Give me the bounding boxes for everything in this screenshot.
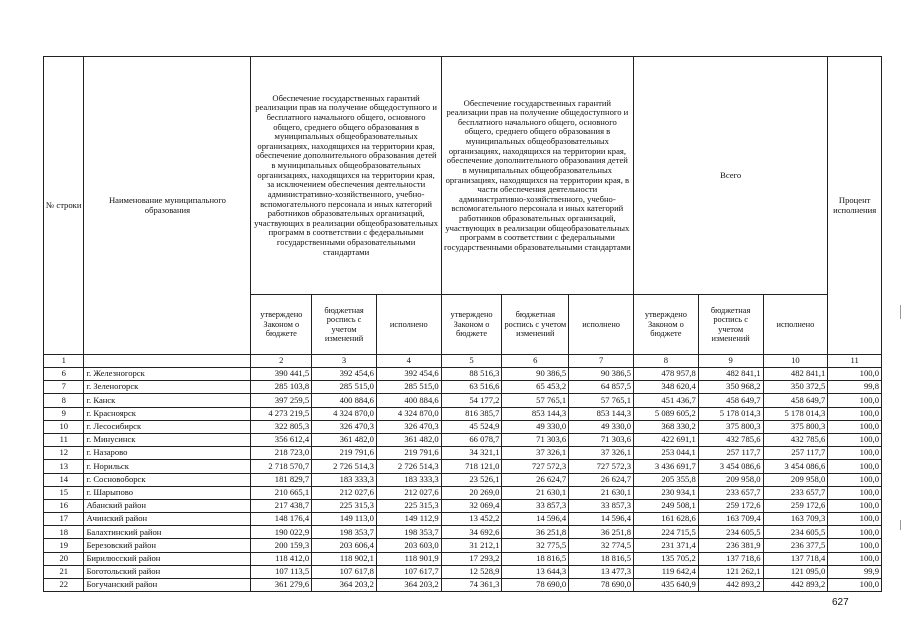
- percent-cell: 100,0: [828, 460, 882, 473]
- total-budget-cell: 458 649,7: [698, 394, 763, 407]
- executed-cell: 400 884,6: [376, 394, 441, 407]
- percent-cell: 100,0: [828, 526, 882, 539]
- approved-cell: 322 805,3: [251, 420, 312, 433]
- municipality-name: Боготольский район: [84, 565, 251, 578]
- total-executed-cell: 482 841,1: [763, 368, 828, 381]
- budget-cell: 212 027,6: [312, 486, 377, 499]
- executed-cell: 285 515,0: [376, 381, 441, 394]
- municipality-name: Балахтинский район: [84, 526, 251, 539]
- budget-cell: 32 775,5: [502, 539, 569, 552]
- total-executed-cell: 163 709,3: [763, 513, 828, 526]
- column-number: 8: [633, 355, 698, 368]
- executed-cell: 33 857,3: [569, 499, 634, 512]
- total-budget-cell: 121 262,1: [698, 565, 763, 578]
- total-budget-cell: 163 709,4: [698, 513, 763, 526]
- table-row: [44, 513, 882, 526]
- total-executed-cell: 209 958,0: [763, 473, 828, 486]
- approved-cell: 54 177,2: [441, 394, 502, 407]
- budget-cell: 361 482,0: [312, 433, 377, 446]
- row-number: 11: [44, 433, 84, 446]
- executed-cell: 364 203,2: [376, 579, 441, 592]
- total-budget-cell: 482 841,1: [698, 368, 763, 381]
- municipality-name: Абанский район: [84, 499, 251, 512]
- total-approved-cell: 422 691,1: [633, 433, 698, 446]
- budget-cell: 14 596,4: [502, 513, 569, 526]
- table-row: [44, 539, 882, 552]
- approved-cell: 356 612,4: [251, 433, 312, 446]
- municipality-name: г. Железногорск: [84, 368, 251, 381]
- total-executed-cell: 259 172,6: [763, 499, 828, 512]
- executed-cell: 392 454,6: [376, 368, 441, 381]
- approved-cell: 32 069,4: [441, 499, 502, 512]
- row-number: 10: [44, 420, 84, 433]
- column-number: 6: [502, 355, 569, 368]
- percent-cell: 100,0: [828, 579, 882, 592]
- budget-cell: 198 353,7: [312, 526, 377, 539]
- budget-cell: 107 617,8: [312, 565, 377, 578]
- scan-edge-mark: [900, 520, 901, 530]
- column-number: 7: [569, 355, 634, 368]
- approved-cell: 200 159,3: [251, 539, 312, 552]
- budget-cell: 727 572,3: [502, 460, 569, 473]
- total-approved-cell: 135 705,2: [633, 552, 698, 565]
- budget-cell: 2 726 514,3: [312, 460, 377, 473]
- column-number: 11: [828, 355, 882, 368]
- table-row: [44, 381, 882, 394]
- municipality-name: Ачинский район: [84, 513, 251, 526]
- percent-cell: 100,0: [828, 447, 882, 460]
- total-budget-cell: 137 718,6: [698, 552, 763, 565]
- approved-cell: 23 526,1: [441, 473, 502, 486]
- total-approved-cell: 348 620,4: [633, 381, 698, 394]
- budget-cell: 36 251,8: [502, 526, 569, 539]
- row-number: 6: [44, 368, 84, 381]
- subheader-budget: бюджетная роспись с учетом изменений: [502, 295, 569, 355]
- column-number: 3: [312, 355, 377, 368]
- executed-cell: 219 791,6: [376, 447, 441, 460]
- row-number: 7: [44, 381, 84, 394]
- total-approved-cell: 119 642,4: [633, 565, 698, 578]
- percent-cell: 100,0: [828, 513, 882, 526]
- row-number: 20: [44, 552, 84, 565]
- budget-cell: 18 816,5: [502, 552, 569, 565]
- total-executed-cell: 3 454 086,6: [763, 460, 828, 473]
- percent-cell: 100,0: [828, 407, 882, 420]
- budget-cell: 203 606,4: [312, 539, 377, 552]
- approved-cell: 285 103,8: [251, 381, 312, 394]
- executed-cell: 118 901,9: [376, 552, 441, 565]
- total-executed-cell: 432 785,6: [763, 433, 828, 446]
- total-budget-cell: 375 800,3: [698, 420, 763, 433]
- executed-cell: 183 333,3: [376, 473, 441, 486]
- approved-cell: 148 176,4: [251, 513, 312, 526]
- budget-cell: 90 386,5: [502, 368, 569, 381]
- approved-cell: 4 273 219,5: [251, 407, 312, 420]
- budget-cell: 183 333,3: [312, 473, 377, 486]
- executed-cell: 4 324 870,0: [376, 407, 441, 420]
- approved-cell: 20 269,0: [441, 486, 502, 499]
- total-budget-cell: 350 968,2: [698, 381, 763, 394]
- table-row: [44, 526, 882, 539]
- executed-cell: 149 112,9: [376, 513, 441, 526]
- approved-cell: 34 321,1: [441, 447, 502, 460]
- percent-cell: 100,0: [828, 486, 882, 499]
- budget-cell: 37 326,1: [502, 447, 569, 460]
- percent-cell: 100,0: [828, 552, 882, 565]
- budget-cell: 853 144,3: [502, 407, 569, 420]
- table-body: [44, 368, 882, 592]
- total-executed-cell: 137 718,4: [763, 552, 828, 565]
- column-number: 9: [698, 355, 763, 368]
- budget-cell: 65 453,2: [502, 381, 569, 394]
- row-number: 13: [44, 460, 84, 473]
- total-budget-cell: 234 605,5: [698, 526, 763, 539]
- row-number: 22: [44, 579, 84, 592]
- approved-cell: 181 829,7: [251, 473, 312, 486]
- total-executed-cell: 458 649,7: [763, 394, 828, 407]
- table-row: [44, 473, 882, 486]
- approved-cell: 13 452,2: [441, 513, 502, 526]
- executed-cell: 64 857,5: [569, 381, 634, 394]
- municipality-name: Бирилюсский район: [84, 552, 251, 565]
- executed-cell: 78 690,0: [569, 579, 634, 592]
- total-executed-cell: 234 605,5: [763, 526, 828, 539]
- row-number: 17: [44, 513, 84, 526]
- page-number: 627: [832, 597, 849, 608]
- subheader-approved: утверждено Законом о бюджете: [251, 295, 312, 355]
- executed-cell: 71 303,6: [569, 433, 634, 446]
- column-number: 4: [376, 355, 441, 368]
- table-row: [44, 447, 882, 460]
- row-number: 9: [44, 407, 84, 420]
- budget-cell: 33 857,3: [502, 499, 569, 512]
- budget-cell: 149 113,0: [312, 513, 377, 526]
- executed-cell: 26 624,7: [569, 473, 634, 486]
- approved-cell: 31 212,1: [441, 539, 502, 552]
- column-number-row: [44, 355, 882, 368]
- header-row-no: № строки: [44, 57, 84, 355]
- approved-cell: 118 412,0: [251, 552, 312, 565]
- row-number: 19: [44, 539, 84, 552]
- budget-cell: 285 515,0: [312, 381, 377, 394]
- budget-cell: 118 902,1: [312, 552, 377, 565]
- executed-cell: 107 617,7: [376, 565, 441, 578]
- header-group-2: Обеспечение государственных гарантий реализации прав на получение общедоступного и бесплатного начального общего, основного общего, среднего общего образования в муниципальных общеобразовательных организациях, находящихся на территории края, обеспечение дополнительного образования детей в муниципальных общеобразовательных организациях, находящихся на территории края, в части обеспечения деятельности административно-хозяйственного, учебно-вспомогательного персонала и иных категорий работников образовательных организаций, участвующих в реализации общеобразовательных программ в соответствии с федеральными государственными образовательными стандартами: [441, 57, 633, 295]
- executed-cell: 326 470,3: [376, 420, 441, 433]
- executed-cell: 32 774,5: [569, 539, 634, 552]
- table-row: [44, 368, 882, 381]
- row-number: 16: [44, 499, 84, 512]
- approved-cell: 217 438,7: [251, 499, 312, 512]
- municipality-name: г. Канск: [84, 394, 251, 407]
- budget-cell: 364 203,2: [312, 579, 377, 592]
- municipality-name: г. Зеленогорск: [84, 381, 251, 394]
- budget-cell: 21 630,1: [502, 486, 569, 499]
- subheader-budget: бюджетная роспись с учетом изменений: [312, 295, 377, 355]
- total-executed-cell: 233 657,7: [763, 486, 828, 499]
- row-number: 14: [44, 473, 84, 486]
- table-row: [44, 579, 882, 592]
- column-number: 2: [251, 355, 312, 368]
- executed-cell: 36 251,8: [569, 526, 634, 539]
- executed-cell: 57 765,1: [569, 394, 634, 407]
- municipality-name: г. Назарово: [84, 447, 251, 460]
- total-budget-cell: 209 958,0: [698, 473, 763, 486]
- table-row: [44, 552, 882, 565]
- municipality-name: г. Шарыпово: [84, 486, 251, 499]
- total-budget-cell: 233 657,7: [698, 486, 763, 499]
- executed-cell: 2 726 514,3: [376, 460, 441, 473]
- total-budget-cell: 432 785,6: [698, 433, 763, 446]
- total-executed-cell: 257 117,7: [763, 447, 828, 460]
- executed-cell: 21 630,1: [569, 486, 634, 499]
- municipality-name: г. Норильск: [84, 460, 251, 473]
- budget-cell: 26 624,7: [502, 473, 569, 486]
- total-approved-cell: 3 436 691,7: [633, 460, 698, 473]
- header-group-total: Всего: [633, 57, 827, 295]
- total-approved-cell: 435 640,9: [633, 579, 698, 592]
- column-number: 1: [44, 355, 84, 368]
- total-approved-cell: 231 371,4: [633, 539, 698, 552]
- municipality-name: Березовский район: [84, 539, 251, 552]
- approved-cell: 74 361,3: [441, 579, 502, 592]
- table-row: [44, 394, 882, 407]
- table-row: [44, 460, 882, 473]
- table-row: [44, 499, 882, 512]
- total-approved-cell: 230 934,1: [633, 486, 698, 499]
- total-executed-cell: 442 893,2: [763, 579, 828, 592]
- executed-cell: 361 482,0: [376, 433, 441, 446]
- subheader-approved: утверждено Законом о бюджете: [441, 295, 502, 355]
- budget-cell: 78 690,0: [502, 579, 569, 592]
- total-approved-cell: 368 330,2: [633, 420, 698, 433]
- table-row: [44, 433, 882, 446]
- executed-cell: 198 353,7: [376, 526, 441, 539]
- approved-cell: 34 692,6: [441, 526, 502, 539]
- row-number: 12: [44, 447, 84, 460]
- table-row: [44, 420, 882, 433]
- total-executed-cell: 121 095,0: [763, 565, 828, 578]
- total-executed-cell: 350 372,5: [763, 381, 828, 394]
- approved-cell: 107 113,5: [251, 565, 312, 578]
- budget-cell: 392 454,6: [312, 368, 377, 381]
- total-approved-cell: 478 957,8: [633, 368, 698, 381]
- total-executed-cell: 375 800,3: [763, 420, 828, 433]
- total-budget-cell: 5 178 014,3: [698, 407, 763, 420]
- total-executed-cell: 5 178 014,3: [763, 407, 828, 420]
- executed-cell: 727 572,3: [569, 460, 634, 473]
- approved-cell: 397 259,5: [251, 394, 312, 407]
- executed-cell: 90 386,5: [569, 368, 634, 381]
- total-budget-cell: 257 117,7: [698, 447, 763, 460]
- executed-cell: 18 816,5: [569, 552, 634, 565]
- header-percent: Процент исполнения: [828, 57, 882, 355]
- header-group-1: Обеспечение государственных гарантий реализации прав на получение общедоступного и бесплатного начального общего, основного общего, среднего общего образования в муниципальных общеобразовательных организациях, находящихся на территории края, обеспечение дополнительного образования детей в муниципальных общеобразовательных организациях, находящихся на территории края, за исключением обеспечения деятельности административно-хозяйственного, учебно-вспомогательного персонала и иных категорий работников образовательных организаций, участвующих в реализации общеобразовательных программ в соответствии с федеральными государственными образовательными стандартами: [251, 57, 441, 295]
- approved-cell: 361 279,6: [251, 579, 312, 592]
- approved-cell: 218 723,0: [251, 447, 312, 460]
- total-approved-cell: 224 715,5: [633, 526, 698, 539]
- executed-cell: 203 603,0: [376, 539, 441, 552]
- table-row: [44, 565, 882, 578]
- row-number: 21: [44, 565, 84, 578]
- municipality-name: Богучанский район: [84, 579, 251, 592]
- total-executed-cell: 236 377,5: [763, 539, 828, 552]
- total-budget-cell: 3 454 086,6: [698, 460, 763, 473]
- approved-cell: 45 524,9: [441, 420, 502, 433]
- approved-cell: 66 078,7: [441, 433, 502, 446]
- percent-cell: 100,0: [828, 473, 882, 486]
- budget-cell: 13 644,3: [502, 565, 569, 578]
- table-row: [44, 407, 882, 420]
- column-number: 10: [763, 355, 828, 368]
- subheader-executed: исполнено: [376, 295, 441, 355]
- column-number: 5: [441, 355, 502, 368]
- subheader-approved: утверждено Законом о бюджете: [633, 295, 698, 355]
- subheader-budget: бюджетная роспись с учетом изменений: [698, 295, 763, 355]
- budget-cell: 4 324 870,0: [312, 407, 377, 420]
- executed-cell: 225 315,3: [376, 499, 441, 512]
- approved-cell: 718 121,0: [441, 460, 502, 473]
- budget-cell: 400 884,6: [312, 394, 377, 407]
- municipality-name: г. Минусинск: [84, 433, 251, 446]
- approved-cell: 12 528,9: [441, 565, 502, 578]
- budget-cell: 57 765,1: [502, 394, 569, 407]
- total-approved-cell: 161 628,6: [633, 513, 698, 526]
- municipality-name: г. Лесосибирск: [84, 420, 251, 433]
- total-approved-cell: 249 508,1: [633, 499, 698, 512]
- subheader-executed: исполнено: [763, 295, 828, 355]
- approved-cell: 390 441,5: [251, 368, 312, 381]
- total-approved-cell: 451 436,7: [633, 394, 698, 407]
- percent-cell: 100,0: [828, 394, 882, 407]
- percent-cell: 100,0: [828, 433, 882, 446]
- row-number: 15: [44, 486, 84, 499]
- budget-cell: 49 330,0: [502, 420, 569, 433]
- total-budget-cell: 236 381,9: [698, 539, 763, 552]
- table-row: [44, 486, 882, 499]
- approved-cell: 190 022,9: [251, 526, 312, 539]
- total-approved-cell: 5 089 605,2: [633, 407, 698, 420]
- executed-cell: 14 596,4: [569, 513, 634, 526]
- total-approved-cell: 253 044,1: [633, 447, 698, 460]
- scan-edge-mark: [900, 305, 901, 319]
- percent-cell: 99,8: [828, 381, 882, 394]
- executed-cell: 212 027,6: [376, 486, 441, 499]
- percent-cell: 100,0: [828, 539, 882, 552]
- budget-cell: 219 791,6: [312, 447, 377, 460]
- budget-cell: 326 470,3: [312, 420, 377, 433]
- executed-cell: 49 330,0: [569, 420, 634, 433]
- percent-cell: 100,0: [828, 368, 882, 381]
- approved-cell: 2 718 570,7: [251, 460, 312, 473]
- budget-cell: 225 315,3: [312, 499, 377, 512]
- total-approved-cell: 205 355,8: [633, 473, 698, 486]
- total-budget-cell: 259 172,6: [698, 499, 763, 512]
- total-budget-cell: 442 893,2: [698, 579, 763, 592]
- executed-cell: 853 144,3: [569, 407, 634, 420]
- row-number: 8: [44, 394, 84, 407]
- approved-cell: 210 665,1: [251, 486, 312, 499]
- approved-cell: 63 516,6: [441, 381, 502, 394]
- municipality-name: г. Красноярск: [84, 407, 251, 420]
- budget-cell: 71 303,6: [502, 433, 569, 446]
- header-municipality: Наименование муниципального образования: [84, 57, 251, 355]
- percent-cell: 100,0: [828, 420, 882, 433]
- row-number: 18: [44, 526, 84, 539]
- approved-cell: 17 293,2: [441, 552, 502, 565]
- subheader-executed: исполнено: [569, 295, 634, 355]
- municipality-name: г. Сосновоборск: [84, 473, 251, 486]
- approved-cell: 88 516,3: [441, 368, 502, 381]
- budget-table: [43, 56, 882, 592]
- percent-cell: 99,9: [828, 565, 882, 578]
- approved-cell: 816 385,7: [441, 407, 502, 420]
- percent-cell: 100,0: [828, 499, 882, 512]
- executed-cell: 13 477,3: [569, 565, 634, 578]
- executed-cell: 37 326,1: [569, 447, 634, 460]
